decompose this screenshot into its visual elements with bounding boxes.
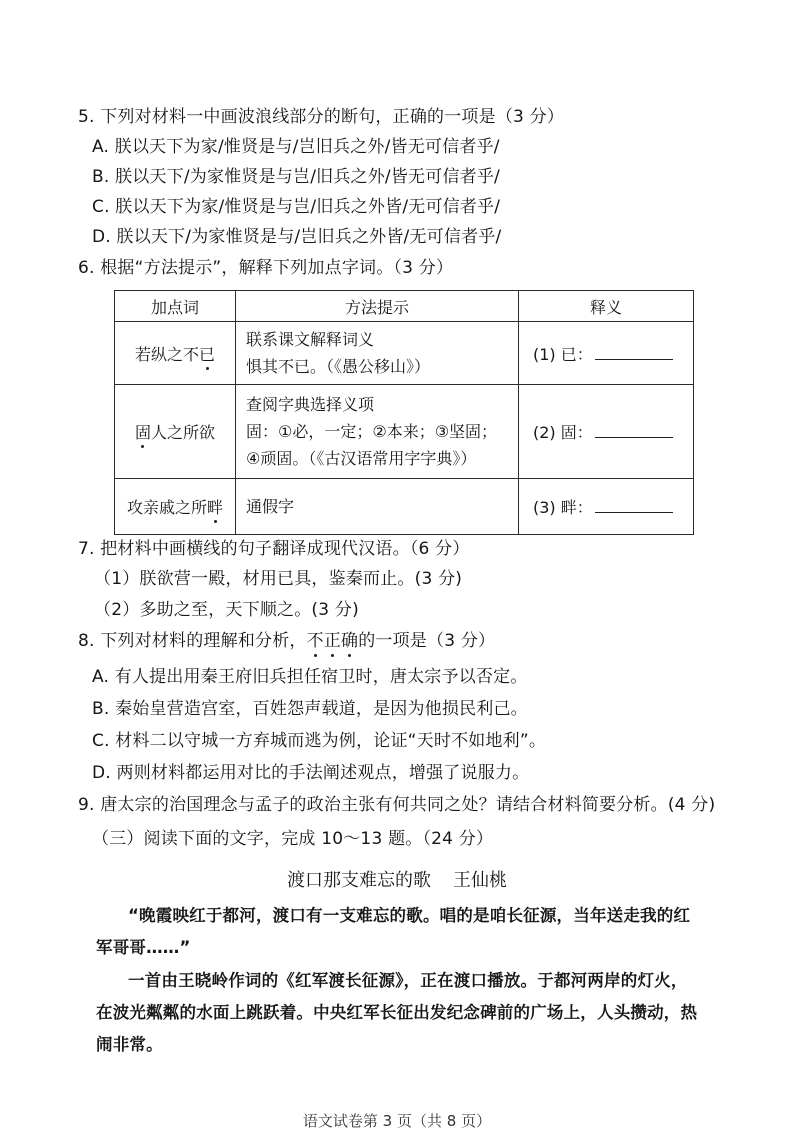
q5-option-a: A. 朕以天下为家/惟贤是与/岂旧兵之外/皆无可信者乎/ xyxy=(92,137,500,157)
table-row xyxy=(115,322,694,385)
word-text: 攻亲戚之所 xyxy=(126,498,207,517)
header-word: 加点词 xyxy=(115,291,236,322)
header-hint: 方法提示 xyxy=(236,291,519,322)
section-heading: （三）阅读下面的文字，完成 10～13 题。（24 分） xyxy=(92,829,494,849)
hint-line: 通假字 xyxy=(246,497,295,516)
table-header-row xyxy=(115,291,694,322)
q8-stem xyxy=(78,630,495,652)
q8-option-a: A. 有人提出用秦王府旧兵担任宿卫时，唐太宗予以否定。 xyxy=(92,667,528,687)
q7-item-1: （1）朕欲营一殿，材用已具，鉴秦而止。(3 分) xyxy=(94,569,463,589)
article-paragraph-line: 在波光粼粼的水面上跳跃着。中央红军长征出发纪念碑前的广场上，人头攒动，热 xyxy=(96,1003,698,1022)
q5-option-c: C. 朕以天下为家/惟贤是与岂/旧兵之外皆/无可信者乎/ xyxy=(92,197,501,217)
q8-option-c: C. 材料二以守城一方弃城而逃为例，论证“天时不如地利”。 xyxy=(92,731,547,751)
dotted-word-cell xyxy=(115,479,236,535)
article-title: 渡口那支难忘的歌 xyxy=(287,870,431,891)
hint-cell xyxy=(236,479,519,535)
article-paragraph-line: 一首由王晓岭作词的《红军渡长征源》，正在渡口播放。于都河两岸的灯火， xyxy=(128,971,688,990)
q5-option-d: D. 朕以天下/为家惟贤是与/岂旧兵之外皆/无可信者乎/ xyxy=(92,227,502,247)
dotted-char: 不 xyxy=(306,631,324,651)
dotted-char: 已 xyxy=(199,342,215,365)
q8-stem-text: 8. 下列对材料的理解和分析， xyxy=(78,631,307,651)
word-text: 人之所欲 xyxy=(151,423,216,442)
answer-blank[interactable] xyxy=(595,423,673,438)
article-paragraph-line: “晚霞映红于都河，渡口有一支难忘的歌。唱的是咱长征源，当年送走我的红 xyxy=(128,906,691,925)
answer-cell xyxy=(519,479,694,535)
q8-option-d: D. 两则材料都运用对比的手法阐述观点，增强了说服力。 xyxy=(92,763,530,783)
q8-option-b: B. 秦始皇营造宫室，百姓怨声载道，是因为他损民利己。 xyxy=(92,699,528,719)
answer-label: (3) 畔： xyxy=(533,498,593,517)
dotted-char: 畔 xyxy=(207,495,223,518)
q9-stem: 9. 唐太宗的治国理念与孟子的政治主张有何共同之处？请结合材料简要分析。(4 分) xyxy=(78,795,716,815)
dotted-word-cell xyxy=(115,385,236,479)
hint-cell xyxy=(236,385,519,479)
dotted-char: 正 xyxy=(323,631,342,651)
answer-blank[interactable] xyxy=(595,345,673,360)
word-text: 若纵之不 xyxy=(134,344,199,364)
page-footer: 语文试卷第 3 页（共 8 页） xyxy=(302,1112,492,1130)
dotted-char: 确 xyxy=(341,631,359,651)
answer-cell xyxy=(519,322,694,385)
hint-line: 查阅字典选择义项 xyxy=(246,395,375,414)
hint-line: ④顽固。（《古汉语常用字字典》） xyxy=(246,449,477,468)
table-row xyxy=(115,385,694,479)
q6-method-table xyxy=(114,290,694,535)
q5-option-b: B. 朕以天下/为家惟贤是与岂/旧兵之外/皆无可信者乎/ xyxy=(92,167,500,187)
article-paragraph-line: 闹非常。 xyxy=(96,1035,163,1054)
article-title-line xyxy=(0,866,794,892)
q7-item-2: （2）多助之至，天下顺之。(3 分) xyxy=(94,600,359,620)
answer-label: (1) 已： xyxy=(533,344,593,364)
hint-line: 固：①必，一定；②本来；③坚固； xyxy=(246,422,498,441)
answer-cell xyxy=(519,385,694,479)
hint-line: 惧其不已。（《愚公移山》） xyxy=(246,357,431,376)
article-paragraph-line: 军哥哥……” xyxy=(96,938,191,957)
q5-stem: 5. 下列对材料一中画波浪线部分的断句，正确的一项是（3 分） xyxy=(78,107,565,127)
q7-stem: 7. 把材料中画横线的句子翻译成现代汉语。（6 分） xyxy=(78,539,470,559)
answer-label: (2) 固： xyxy=(533,423,593,442)
hint-line: 联系课文解释词义 xyxy=(246,330,375,349)
answer-blank[interactable] xyxy=(595,498,673,513)
dotted-char: 固 xyxy=(135,420,151,443)
table-row xyxy=(115,479,694,535)
q8-stem-text: 的一项是（3 分） xyxy=(358,631,496,651)
header-meaning: 释义 xyxy=(519,291,694,322)
article-author: 王仙桃 xyxy=(453,870,507,891)
q6-stem: 6. 根据“方法提示”，解释下列加点字词。（3 分） xyxy=(78,258,454,278)
hint-cell xyxy=(236,322,519,385)
dotted-word-cell xyxy=(115,322,236,385)
